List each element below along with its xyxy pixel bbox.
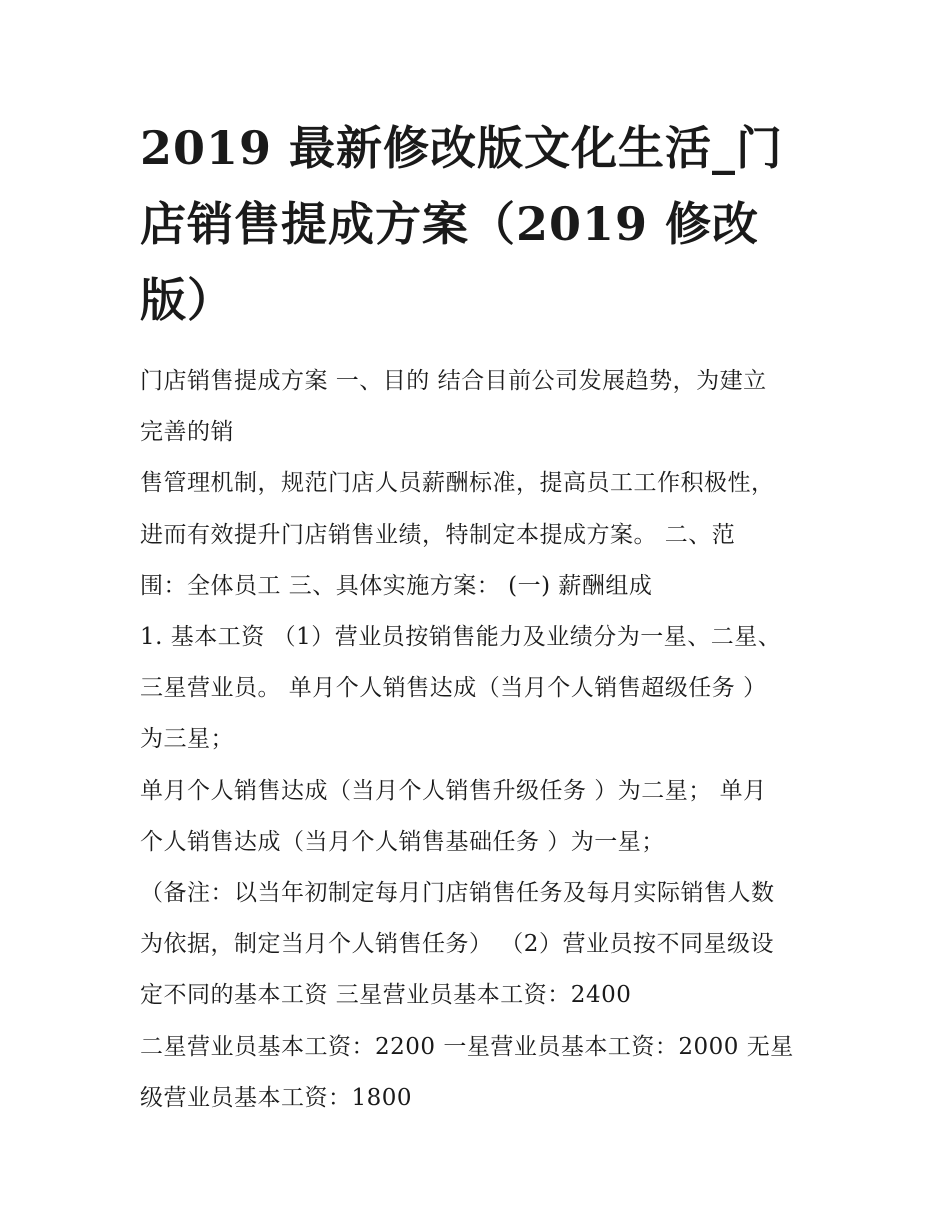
body-line: 围：全体员工 三、具体实施方案： (一) 薪酬组成 bbox=[140, 572, 653, 599]
title-line: 店销售提成方案（2019 修改 bbox=[140, 197, 760, 251]
body-line: （备注：以当年初制定每月门店销售任务及每月实际销售人数 bbox=[140, 880, 775, 907]
body-line: 门店销售提成方案 一、目的 结合目前公司发展趋势，为建立 bbox=[140, 368, 767, 394]
body-line: 定不同的基本工资 三星营业员基本工资：2400 bbox=[140, 982, 632, 1009]
body-line: 售管理机制，规范门店人员薪酬标准，提高员工工作积极性， bbox=[140, 470, 775, 497]
document-body bbox=[140, 356, 820, 1124]
document-title bbox=[140, 110, 820, 338]
body-line: 个人销售达成（当月个人销售基础任务 ）为一星； bbox=[140, 828, 665, 855]
body-line: 完善的销 bbox=[140, 419, 234, 446]
title-line: 版） bbox=[140, 273, 234, 327]
body-line: 进而有效提升门店销售业绩，特制定本提成方案。 二、范 bbox=[140, 521, 736, 548]
body-line: 为依据，制定当月个人销售任务） （2）营业员按不同星级设 bbox=[140, 931, 774, 958]
body-line: 1. 基本工资 （1）营业员按销售能力及业绩分为一星、二星、 bbox=[140, 624, 782, 651]
body-line: 二星营业员基本工资：2200 一星营业员基本工资：2000 无星 bbox=[140, 1033, 794, 1060]
title-line: 2019 最新修改版文化生活_门 bbox=[140, 121, 784, 175]
body-line: 为三星； bbox=[140, 726, 234, 753]
body-line: 级营业员基本工资：1800 bbox=[140, 1084, 413, 1111]
body-line: 三星营业员。 单月个人销售达成（当月个人销售超级任务 ） bbox=[140, 675, 767, 702]
body-line: 单月个人销售达成（当月个人销售升级任务 ）为二星； 单月 bbox=[140, 777, 767, 804]
